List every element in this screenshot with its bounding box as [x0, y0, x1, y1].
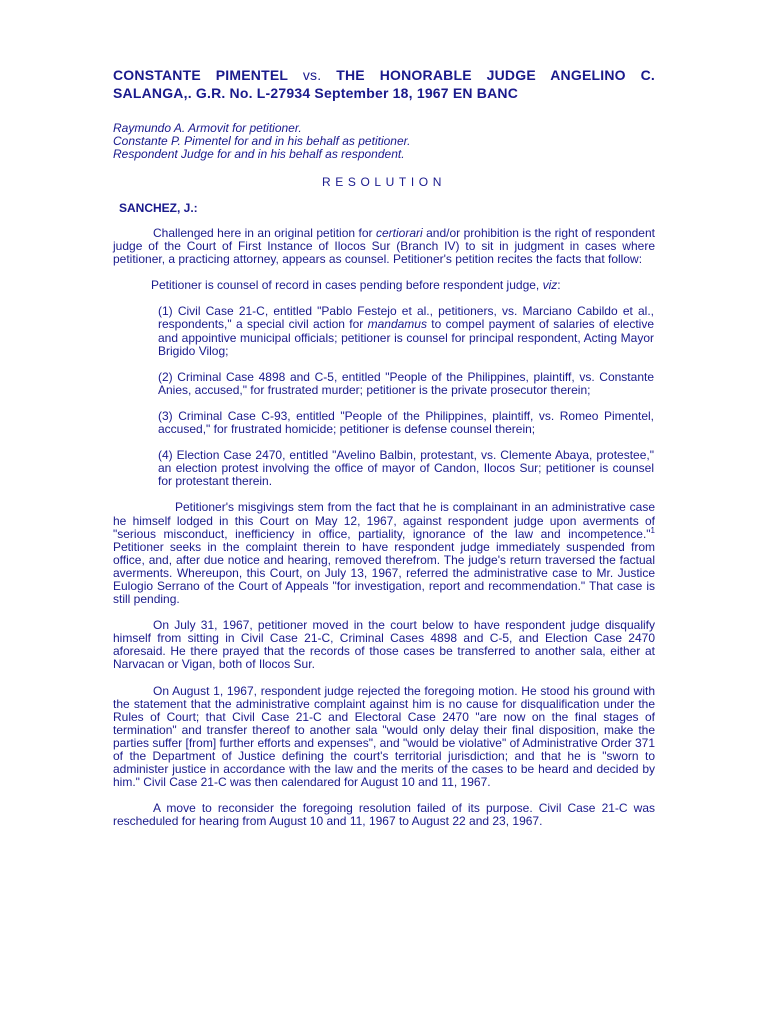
- case-title-vs: vs.: [302, 67, 322, 83]
- paragraph-text: Challenged here in an original petition for: [153, 226, 376, 240]
- paragraph-5: A move to reconsider the foregoing resolution failed of its purpose. Civil Case 21-C was rescheduled for hearing from August 10 and 11, 1967 to August 22 and 23, 1967.: [113, 801, 655, 829]
- counsel-line: Respondent Judge for and in his behalf as respondent.: [113, 147, 405, 161]
- paragraph-emphasis: viz: [542, 278, 558, 293]
- footnote-ref[interactable]: 1: [650, 525, 655, 535]
- counsel-line: Raymundo A. Armovit for petitioner.: [113, 121, 302, 135]
- case-item-4: (4) Election Case 2470, entitled "Avelino Balbin, protestant, vs. Clemente Abaya, protestee," an election protest involving the office of mayor of Candon, Ilocos Sur; petitioner is counsel for protestant therein.: [158, 448, 654, 489]
- paragraph-text: Petitioner is counsel of record in cases pending before respondent judge,: [151, 278, 543, 293]
- paragraph-text: Petitioner seeks in the complaint therein to have respondent judge immediately suspended from office, and, after due notice and hearing, removed therefrom. The judge's return traversed the factual averments. Whereupon, this Court, on July 13, 1967, referred the administrative case to Mr. Justice Eulogio Serrano of the Court of Appeals "for investigation, report and recommendation." That case is still pending.: [113, 539, 655, 607]
- paragraph-text: and/or prohibition is the right of respondent judge of the Court of First Instance of Ilocos Sur (Branch IV) to sit in judgment in cases where petitioner, a practicing attorney, appears as counsel. Petitioner's petition recites the facts that follow:: [113, 226, 655, 267]
- paragraph-4: On August 1, 1967, respondent judge rejected the foregoing motion. He stood his ground with the statement that the administrative complaint against him is no cause for disqualification under the Rules of Court; that Civil Case 21-C and Electoral Case 2470 "are now on the final stages of termination" and transfer thereof to another sala "would only delay their final disposition, make the parties suffer [from] further efforts and expenses", and "would be violative" of Administrative Order 371 of the Department of Justice defining the court's territorial jurisdiction; and that he is "sworn to administer justice in accordance with the law and the merits of the cases to be heard and decided by him." Civil Case 21-C was then calendared for August 10 and 11, 1967.: [113, 683, 655, 790]
- paragraph-3: On July 31, 1967, petitioner moved in the court below to have respondent judge disqualify himself from sitting in Civil Case 21-C, Criminal Cases 4898 and C-5, and Election Case 2470 aforesaid. He there prayed that the records of those cases be transferred to another sala, either at Narvacan or Vigan, both of Ilocos Sur.: [113, 618, 655, 672]
- paragraph-text: to compel payment of salaries of elective and appointive municipal officials; petitioner is counsel for principal respondent, Acting Mayor Brigido Vilog;: [158, 317, 654, 358]
- case-title-petitioner: CONSTANTE PIMENTEL: [113, 67, 288, 83]
- case-title: [113, 66, 655, 102]
- resolution-heading: RESOLUTION: [321, 175, 446, 189]
- case-item-2: (2) Criminal Case 4898 and C-5, entitled "People of the Philippines, plaintiff, vs. Constante Anies, accused," for frustrated murder; petitioner is the private prosecutor therein;: [158, 369, 654, 397]
- ponente: SANCHEZ, J.:: [119, 201, 198, 215]
- paragraph-text: (1) Civil Case 21-C, entitled "Pablo Festejo et al., petitioners, vs. Marciano Cabildo et al., respondents," a special civil action for: [158, 304, 654, 332]
- counsel-line: Constante P. Pimentel for and in his behalf as petitioner.: [113, 134, 411, 148]
- case-title-respondent: THE HONORABLE JUDGE ANGELINO C. SALANGA,. G.R. No. L-27934 September 18, 1967 EN BANC: [113, 67, 656, 101]
- paragraph-emphasis: certiorari: [375, 226, 423, 240]
- paragraph-1: [113, 227, 655, 266]
- paragraph-emphasis: mandamus: [367, 317, 427, 332]
- paragraph-text: Petitioner's misgivings stem from the fact that he is complainant in an administrative case he himself lodged in this Court on May 12, 1967, against respondent judge upon averments of "serious misconduct, inefficiency in office, partiality, ignorance of the law and incompetence.": [113, 500, 655, 541]
- counsel-list: [113, 122, 655, 161]
- paragraph-2: [113, 501, 655, 606]
- case-item-1: [158, 305, 654, 357]
- petition-intro: [113, 279, 655, 292]
- paragraph-text: :: [557, 278, 561, 293]
- case-item-3: (3) Criminal Case C-93, entitled "People of the Philippines, plaintiff, vs. Romeo Pimentel, accused," for frustrated homicide; petitioner is defense counsel therein;: [158, 408, 654, 437]
